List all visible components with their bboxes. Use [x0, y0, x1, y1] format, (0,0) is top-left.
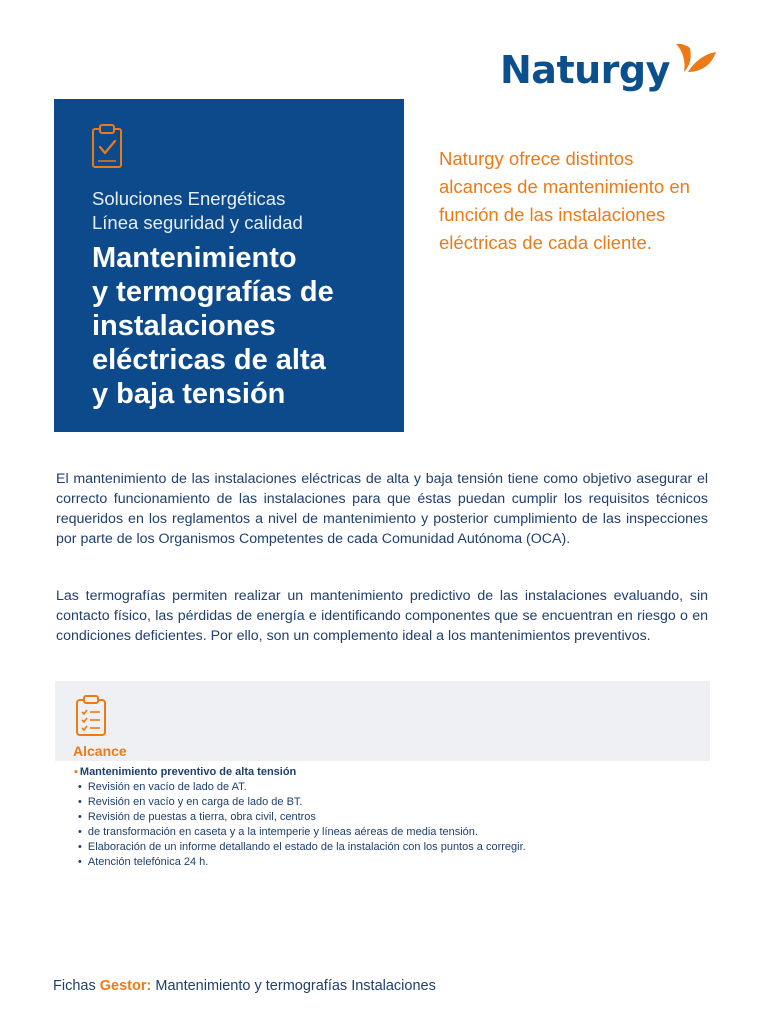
scope-title: Alcance: [73, 743, 127, 759]
hero-title-line: instalaciones: [92, 310, 276, 342]
scope-items: [74, 780, 694, 870]
clipboard-check-icon: [90, 123, 124, 169]
list-item: • Atención telefónica 24 h.: [78, 855, 694, 870]
scope-heading: [74, 765, 694, 780]
list-item: • Revisión de puestas a tierra, obra civil, centros: [78, 810, 694, 825]
scope-heading-text: Mantenimiento preventivo de alta tensión: [79, 766, 297, 778]
hero-title-line: y baja tensión: [92, 378, 286, 410]
hero-subtitle: [92, 187, 303, 235]
footer-prefix: Fichas: [53, 978, 96, 994]
footer-accent: Gestor:: [99, 978, 152, 994]
hero-title: [92, 241, 392, 411]
hero-title-line: y termografías de: [92, 276, 334, 308]
list-item: • de transformación en caseta y a la intemperie y líneas aéreas de media tensión.: [78, 825, 694, 840]
scope-list: [74, 765, 694, 870]
scope-header-box: [55, 681, 710, 761]
butterfly-logo-icon: [672, 38, 718, 82]
footer: [53, 978, 436, 994]
dash-marker-icon: ▪: [74, 766, 78, 778]
naturgy-logo: [500, 38, 718, 90]
list-item: • Elaboración de un informe detallando el estado de la instalación con los puntos a corregir.: [78, 840, 694, 855]
list-item: • Revisión en vacío de lado de AT.: [78, 780, 694, 795]
hero-subtitle-line-2: Línea seguridad y calidad: [92, 212, 303, 233]
hero-title-line: Mantenimiento: [92, 242, 297, 274]
list-item: • Revisión en vacío y en carga de lado de BT.: [78, 795, 694, 810]
body-paragraph-1: El mantenimiento de las instalaciones eléctricas de alta y baja tensión tiene como objetivo asegurar el correcto funcionamiento de las instalaciones para que éstas puedan cumplir los requisitos técnicos requeridos en los reglamentos a nivel de mantenimiento y posterior cumplimiento de las inspecciones por parte de los Organismos Competentes de cada Comunidad Autónoma (OCA).: [56, 471, 708, 547]
hero-title-line: eléctricas de alta: [92, 344, 326, 376]
hero-panel: [54, 99, 404, 432]
body-paragraph-2: Las termografías permiten realizar un mantenimiento predictivo de las instalaciones evaluando, sin contacto físico, las pérdidas de energía e identificando componentes que se encuentran en riesgo o en condiciones deficientes. Por ello, son un complemento ideal a los mantenimientos preventivos.: [56, 588, 708, 644]
intro-line: Naturgy ofrece distintos: [439, 148, 634, 169]
footer-text: Mantenimiento y termografías Instalaciones: [155, 978, 436, 994]
hero-subtitle-line-1: Soluciones Energéticas: [92, 188, 286, 209]
intro-line: eléctricas de cada cliente.: [439, 232, 652, 253]
intro-line: alcances de mantenimiento en: [439, 176, 690, 197]
intro-text: [439, 145, 739, 257]
intro-line: función de las instalaciones: [439, 204, 666, 225]
clipboard-list-icon: [75, 695, 107, 737]
logo-wordmark: Naturgy: [500, 48, 670, 92]
